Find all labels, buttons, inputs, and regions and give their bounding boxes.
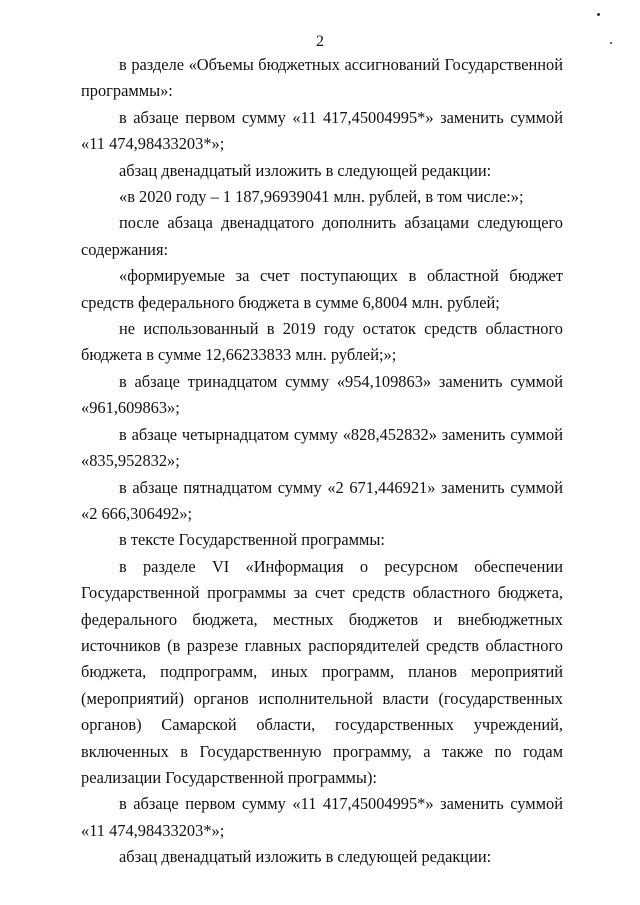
document-body (81, 52, 563, 871)
paragraph: в абзаце пятнадцатом сумму «2 671,446921» заменить суммой «2 666,306492»; (81, 477, 563, 523)
paragraph: после абзаца двенадцатого дополнить абзацами следующего содержания: (81, 213, 563, 259)
paragraph: в тексте Государственной программы: (119, 530, 385, 550)
paragraph: в разделе VI «Информация о ресурсном обеспечении Государственной программы за счет средств областного бюджета, федерального бюджета, местных бюджетов и внебюджетных источников (в разрезе главных распорядителей средств областного бюджета, подпрограмм, иных программ, планов мероприятий (мероприятий) органов исполнительной власти (государственных органов) Самарской области, государственных учреждений, включенных в Государственную программу, а также по годам реализации Государственной программы): (81, 556, 563, 787)
paragraph: в абзаце тринадцатом сумму «954,109863» заменить суммой «961,609863»; (81, 371, 563, 418)
paragraph: «формируемые за счет поступающих в областной бюджет средств федерального бюджета в сумме 6,8004 млн. рублей; (81, 266, 563, 312)
scan-speck (597, 13, 600, 16)
page-number: 2 (316, 33, 324, 50)
paragraph: в абзаце четырнадцатом сумму «828,452832» заменить суммой «835,952832»; (81, 424, 563, 471)
paragraph: абзац двенадцатый изложить в следующей редакции: (119, 160, 492, 180)
paragraph: абзац двенадцатый изложить в следующей редакции: (119, 847, 492, 867)
paragraph: в абзаце первом сумму «11 417,45004995*» заменить суммой «11 474,98433203*»; (81, 794, 563, 840)
paragraph: в разделе «Объемы бюджетных ассигнований Государственной программы»: (81, 55, 563, 101)
paragraph: в абзаце первом сумму «11 417,45004995*» заменить суммой «11 474,98433203*»; (81, 107, 563, 154)
paragraph: «в 2020 году – 1 187,96939041 млн. рублей, в том числе:»; (119, 187, 524, 207)
paragraph: не использованный в 2019 году остаток средств областного бюджета в сумме 12,66233833 млн. рублей;»; (81, 319, 563, 365)
